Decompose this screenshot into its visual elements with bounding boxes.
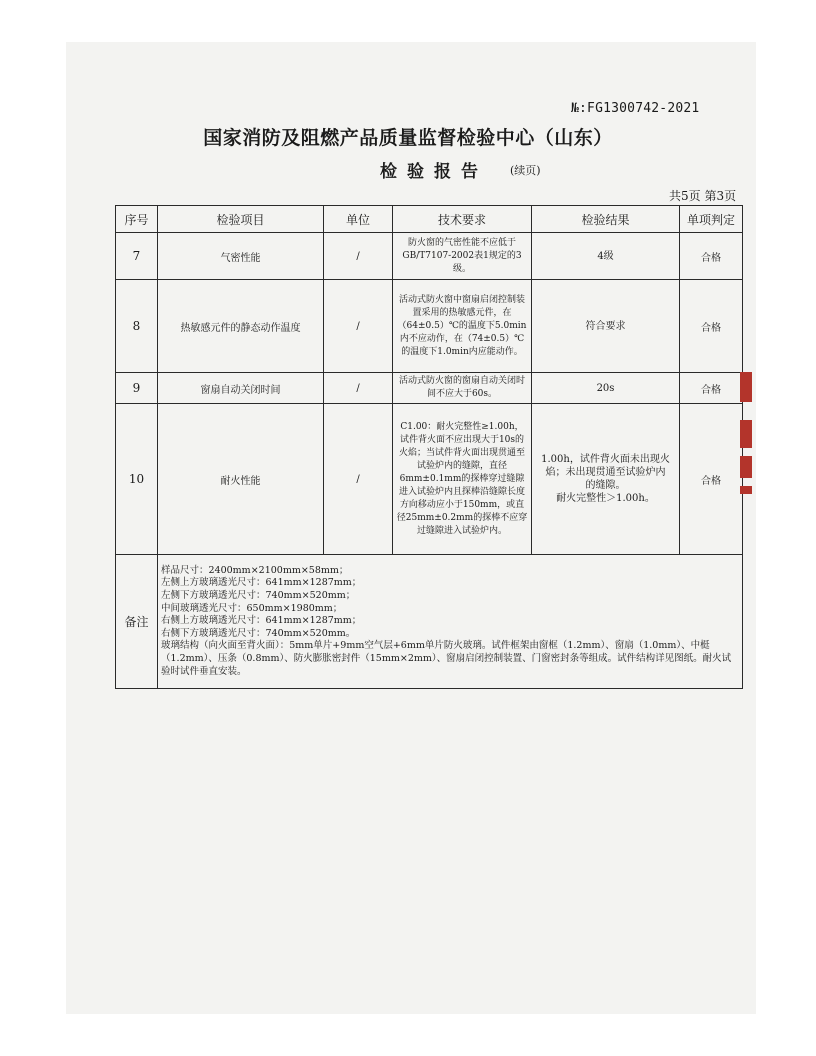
note-line: 右侧下方玻璃透光尺寸：740mm×520mm。 (161, 627, 356, 639)
row-requirement: 活动式防火窗的窗扇自动关闭时间不应大于60s。 (393, 373, 532, 404)
note-line: 右侧上方玻璃透光尺寸：641mm×1287mm； (161, 615, 362, 627)
row-result: 符合要求 (532, 280, 680, 373)
col-header-unit: 单位 (324, 206, 393, 233)
notes-label: 备注 (116, 555, 158, 689)
continuation-note: (续页) (510, 164, 541, 177)
notes-row (116, 555, 743, 689)
table-row (116, 404, 743, 555)
row-item: 窗扇自动关闭时间 (158, 373, 324, 404)
result-line: 耐火完整性＞1.00h。 (556, 493, 655, 504)
seal-edge-mark (740, 420, 752, 448)
col-header-item: 检验项目 (158, 206, 324, 233)
seal-edge-mark (740, 456, 752, 478)
row-result (532, 404, 680, 555)
row-item: 热敏感元件的静态动作温度 (158, 280, 324, 373)
table-row (116, 233, 743, 280)
document-number: №:FG1300742-2021 (571, 101, 700, 116)
table-header-row (116, 206, 743, 233)
row-unit: / (324, 373, 393, 404)
table-row (116, 373, 743, 404)
row-unit: / (324, 233, 393, 280)
row-item: 耐火性能 (158, 404, 324, 555)
result-line: 1.00h，试件背火面未出现火 (541, 454, 670, 465)
note-line: 中间玻璃透光尺寸：650mm×1980mm； (161, 602, 343, 614)
row-unit: / (324, 280, 393, 373)
row-verdict: 合格 (680, 280, 743, 373)
row-requirement: 活动式防火窗中窗扇启闭控制装置采用的热敏感元件，在（64±0.5）℃的温度下5.0min内不应动作，在（74±0.5）℃的温度下1.0min内应能动作。 (393, 280, 532, 373)
inspection-table (115, 205, 743, 689)
seal-edge-mark (740, 486, 752, 494)
row-verdict: 合格 (680, 404, 743, 555)
result-line: 的缝隙。 (585, 480, 626, 491)
row-result: 20s (532, 373, 680, 404)
note-line: 玻璃结构（向火面至背火面）：5mm单片+9mm空气层+6mm单片防火玻璃。试件框架由窗框（1.2mm）、窗扇（1.0mm）、中梃（1.2mm）、压条（0.8mm）、防火膨胀密封件（15mm×2mm）、窗扇启闭控制装置、门窗密封条等组成。试件结构详见图纸。耐火试验时试件垂直安装。 (161, 640, 732, 677)
notes-cell (158, 555, 743, 689)
seal-edge-mark (740, 372, 752, 402)
row-result: 4级 (532, 233, 680, 280)
note-line: 样品尺寸：2400mm×2100mm×58mm； (161, 564, 349, 576)
row-requirement: 防火窗的气密性能不应低于GB/T7107-2002表1规定的3级。 (393, 233, 532, 280)
col-header-requirement: 技术要求 (393, 206, 532, 233)
note-line: 左侧下方玻璃透光尺寸：740mm×520mm； (161, 590, 356, 602)
table-row (116, 280, 743, 373)
row-requirement: C1.00：耐火完整性≥1.00h，试件背火面不应出现大于10s的火焰；当试件背火面出现贯通至试验炉内的缝隙，直径6mm±0.1mm的探棒穿过缝隙进入试验炉内且探棒沿缝隙长度方向移动应小于150mm，或直径25mm±0.2mm的探棒不应穿过缝隙进入试验炉内。 (393, 404, 532, 555)
row-no: 9 (116, 373, 158, 404)
row-verdict: 合格 (680, 373, 743, 404)
col-header-verdict: 单项判定 (680, 206, 743, 233)
col-header-result: 检验结果 (532, 206, 680, 233)
note-line: 左侧上方玻璃透光尺寸：641mm×1287mm； (161, 577, 362, 589)
row-item: 气密性能 (158, 233, 324, 280)
row-no: 10 (116, 404, 158, 555)
row-unit: / (324, 404, 393, 555)
col-header-no: 序号 (116, 206, 158, 233)
row-no: 7 (116, 233, 158, 280)
report-subtitle: 检验报告 (380, 162, 488, 182)
row-verdict: 合格 (680, 233, 743, 280)
report-title: 国家消防及阻燃产品质量监督检验中心（山东） (203, 127, 613, 149)
page-info: 共5页 第3页 (669, 189, 737, 203)
result-line: 焰；未出现贯通至试验炉内 (545, 467, 666, 478)
row-no: 8 (116, 280, 158, 373)
